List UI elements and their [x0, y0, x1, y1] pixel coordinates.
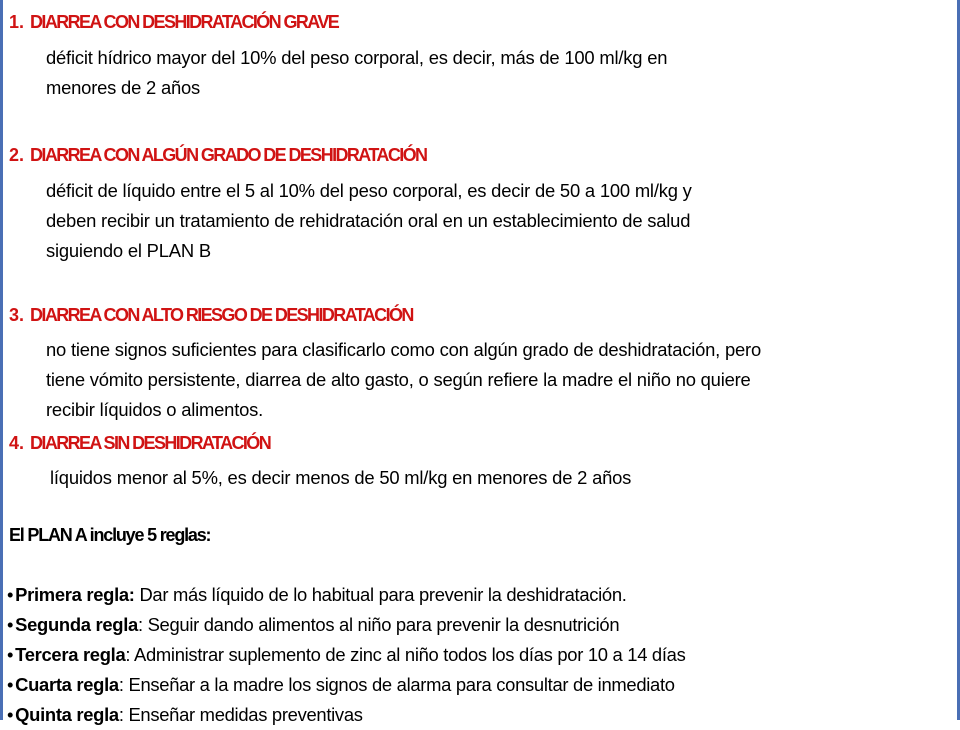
rule-item: [7, 700, 686, 730]
rule-text: : Administrar suplemento de zinc al niño todos los días por 10 a 14 días: [125, 644, 686, 665]
section-3-body: [46, 335, 761, 425]
section-4-number: 4.: [9, 433, 25, 453]
section-2-body: [46, 176, 692, 266]
section-4-title: DIARREA SIN DESHIDRATACIÓN: [30, 433, 271, 453]
rule-item: [7, 610, 686, 640]
section-3-line: tiene vómito persistente, diarrea de alto gasto, o según refiere la madre el niño no quiere: [46, 369, 751, 390]
bullet-icon: •: [7, 674, 14, 695]
section-2-number: 2.: [9, 145, 25, 165]
rule-item: [7, 670, 686, 700]
rule-name: Segunda regla: [15, 614, 138, 635]
rule-name: Primera regla:: [15, 584, 135, 605]
section-3-heading: [9, 305, 413, 326]
plan-rules-list: [7, 580, 686, 730]
rule-text: : Seguir dando alimentos al niño para prevenir la desnutrición: [137, 614, 620, 635]
rule-item: [7, 580, 686, 610]
section-3-line: recibir líquidos o alimentos.: [46, 399, 264, 420]
section-4-heading: [9, 433, 270, 454]
section-1-body: [46, 43, 667, 103]
section-3-number: 3.: [9, 305, 25, 325]
rule-text: : Enseñar a la madre los signos de alarma para consultar de inmediato: [118, 674, 675, 695]
slide-frame-left: [0, 0, 3, 720]
bullet-icon: •: [7, 704, 14, 725]
section-3-line: no tiene signos suficientes para clasificarlo como con algún grado de deshidratación, pero: [46, 339, 762, 360]
section-2-title: DIARREA CON ALGÚN GRADO DE DESHIDRATACIÓN: [30, 145, 427, 165]
section-4-body: [50, 463, 631, 493]
plan-title: El PLAN A incluye 5 reglas:: [9, 525, 211, 545]
rule-text: Dar más líquido de lo habitual para prevenir la deshidratación.: [134, 584, 627, 605]
bullet-icon: •: [7, 584, 14, 605]
rule-item: [7, 640, 686, 670]
section-2-line: deben recibir un tratamiento de rehidratación oral en un establecimiento de salud: [46, 210, 691, 231]
section-4-line: líquidos menor al 5%, es decir menos de 50 ml/kg en menores de 2 años: [50, 467, 632, 488]
rule-name: Tercera regla: [15, 644, 126, 665]
section-2-line: siguiendo el PLAN B: [46, 240, 211, 261]
rule-name: Cuarta regla: [15, 674, 119, 695]
bullet-icon: •: [7, 614, 14, 635]
section-1-title: DIARREA CON DESHIDRATACIÓN GRAVE: [30, 12, 339, 32]
section-1-number: 1.: [9, 12, 25, 32]
section-1-line: déficit hídrico mayor del 10% del peso corporal, es decir, más de 100 ml/kg en: [46, 47, 668, 68]
rule-text: : Enseñar medidas preventivas: [118, 704, 363, 725]
bullet-icon: •: [7, 644, 14, 665]
section-2-line: déficit de líquido entre el 5 al 10% del peso corporal, es decir de 50 a 100 ml/kg y: [46, 180, 692, 201]
section-1-line: menores de 2 años: [46, 77, 201, 98]
section-3-title: DIARREA CON ALTO RIESGO DE DESHIDRATACIÓN: [30, 305, 413, 325]
rule-name: Quinta regla: [15, 704, 119, 725]
section-1-heading: [9, 12, 338, 33]
section-2-heading: [9, 145, 426, 166]
